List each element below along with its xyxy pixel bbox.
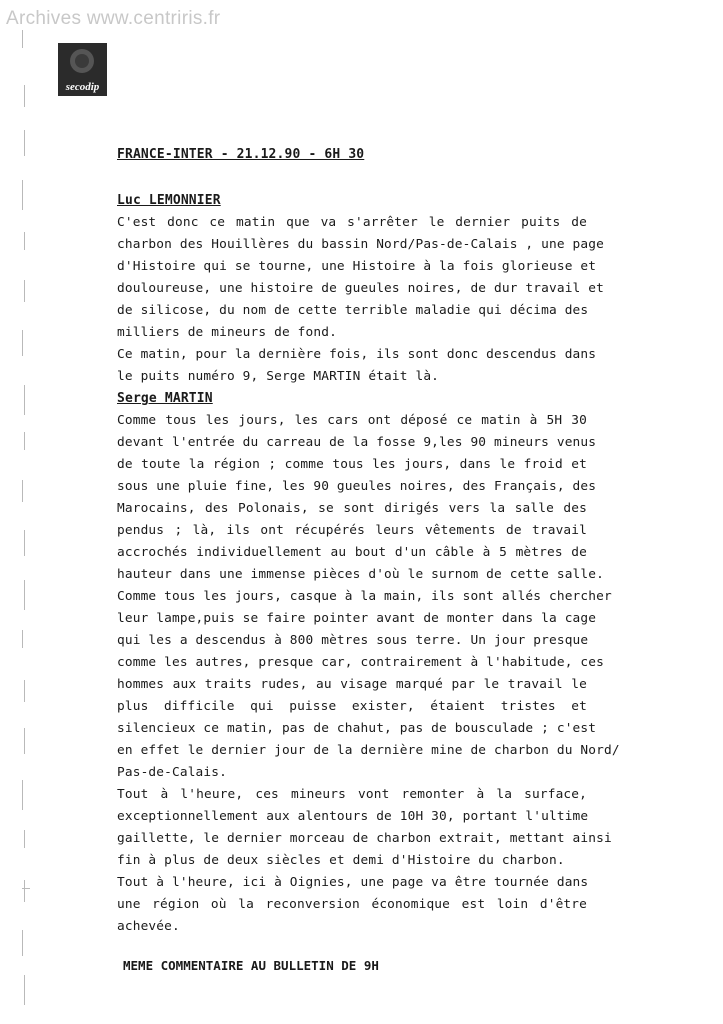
margin-tick [22, 180, 23, 210]
margin-tick [24, 385, 25, 415]
transcript-line: Comme tous les jours, les cars ont déposé ce matin à 5H 30 [117, 413, 587, 428]
transcript-line: Marocains, des Polonais, se sont dirigés vers la salle des [117, 501, 587, 516]
transcript-line: pendus ; là, ils ont récupérés leurs vêtements de travail [117, 523, 587, 538]
margin-tick [24, 880, 25, 902]
transcript-line: hauteur dans une immense pièces d'où le surnom de cette salle. [117, 567, 604, 582]
transcript-line: leur lampe,puis se faire pointer avant de monter dans la cage [117, 611, 597, 626]
margin-tick [24, 130, 25, 156]
margin-tick [24, 580, 25, 610]
transcript-line: charbon des Houillères du bassin Nord/Pas-de-Calais , une page [117, 237, 604, 252]
margin-tick [24, 830, 25, 848]
secodip-logo [58, 43, 107, 96]
transcript-line: en effet le dernier jour de la dernière mine de charbon du Nord/ [117, 743, 620, 758]
transcript-line: exceptionnellement aux alentours de 10H 30, portant l'ultime [117, 809, 589, 824]
transcript-line: C'est donc ce matin que va s'arrêter le dernier puits de [117, 215, 587, 230]
transcript-line: hommes aux traits rudes, au visage marqué par le travail le [117, 677, 587, 692]
transcript-line: Tout à l'heure, ces mineurs vont remonter à la surface, [117, 787, 587, 802]
margin-tick [24, 530, 25, 556]
transcript-line: comme les autres, presque car, contrairement à l'habitude, ces [117, 655, 604, 670]
margin-tick [24, 432, 25, 450]
logo-text: secodip [65, 81, 100, 93]
transcript-line: Ce matin, pour la dernière fois, ils sont donc descendus dans [117, 347, 597, 362]
transcript-line: accrochés individuellement au bout d'un câble à 5 mètres de [117, 545, 587, 560]
speaker-name: Serge MARTIN [117, 391, 213, 406]
transcript-line: Pas-de-Calais. [117, 765, 227, 780]
transcript-line: silencieux ce matin, pas de chahut, pas de bousculade ; c'est [117, 721, 597, 736]
margin-stub [22, 888, 30, 889]
transcript-line: gaillette, le dernier morceau de charbon extrait, mettant ainsi [117, 831, 612, 846]
transcript-line: fin à plus de deux siècles et demi d'Histoire du charbon. [117, 853, 565, 868]
transcript-line: achevée. [117, 919, 180, 934]
transcript-line: Tout à l'heure, ici à Oignies, une page va être tournée dans [117, 875, 589, 890]
transcript-line: d'Histoire qui se tourne, une Histoire à la fois glorieuse et [117, 259, 597, 274]
margin-tick [22, 30, 23, 48]
logo-emblem-icon [70, 49, 94, 73]
transcript-line: plus difficile qui puisse exister, étaient tristes et [117, 699, 587, 714]
broadcast-heading: FRANCE-INTER - 21.12.90 - 6H 30 [117, 147, 365, 162]
margin-tick [24, 728, 25, 754]
transcript-line: qui les a descendus à 800 mètres sous terre. Un jour presque [117, 633, 589, 648]
transcript-line: de silicose, du nom de cette terrible maladie qui décima des [117, 303, 589, 318]
transcript-line: douloureuse, une histoire de gueules noires, de dur travail et [117, 281, 604, 296]
transcript-line: Comme tous les jours, casque à la main, ils sont allés chercher [117, 589, 612, 604]
archive-watermark: Archives www.centriris.fr [6, 8, 221, 29]
footer-note: MEME COMMENTAIRE AU BULLETIN DE 9H [123, 958, 379, 973]
transcript-line: de toute la région ; comme tous les jours, dans le froid et [117, 457, 587, 472]
transcript-line: le puits numéro 9, Serge MARTIN était là. [117, 369, 440, 384]
transcript-line: milliers de mineurs de fond. [117, 325, 337, 340]
margin-tick [22, 780, 23, 810]
transcript-line: une région où la reconversion économique est loin d'être [117, 897, 587, 912]
speaker-name: Luc LEMONNIER [117, 193, 221, 208]
margin-tick [22, 630, 23, 648]
margin-tick [24, 85, 25, 107]
transcript-body [117, 190, 620, 938]
margin-tick [22, 480, 23, 502]
scan-margin-marks [0, 0, 40, 1024]
margin-tick [24, 232, 25, 250]
margin-tick [22, 330, 23, 356]
margin-tick [24, 280, 25, 302]
margin-tick [24, 975, 25, 1005]
transcript-line: devant l'entrée du carreau de la fosse 9,les 90 mineurs venus [117, 435, 597, 450]
margin-tick [22, 930, 23, 956]
transcript-line: sous une pluie fine, les 90 gueules noires, des Français, des [117, 479, 597, 494]
margin-tick [24, 680, 25, 702]
